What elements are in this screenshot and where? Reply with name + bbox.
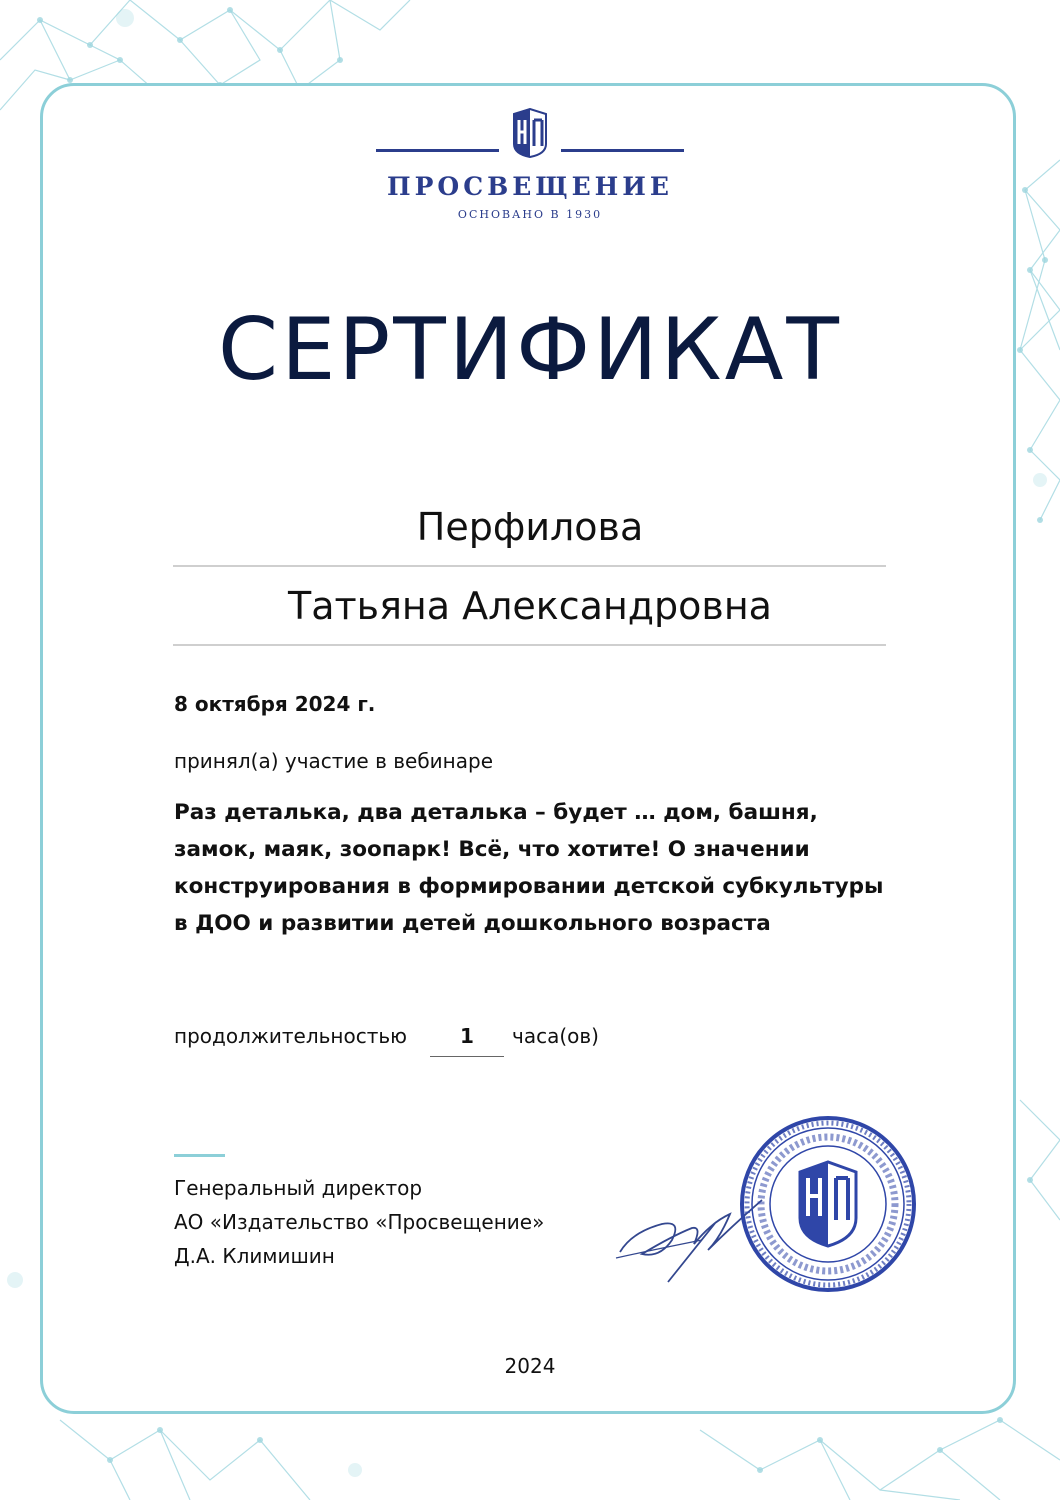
signatory-name: Д.А. Климишин — [174, 1244, 335, 1268]
official-stamp — [736, 1112, 920, 1296]
duration-value: 1 — [460, 1024, 474, 1048]
recipient-given-names: Татьяна Александровна — [288, 584, 772, 628]
signatory-organization: АО «Издательство «Просвещение» — [174, 1210, 545, 1234]
event-date: 8 октября 2024 г. — [174, 692, 376, 716]
participation-text: принял(а) участие в вебинаре — [174, 749, 493, 773]
duration-label: продолжительностью — [174, 1024, 407, 1048]
recipient-surname: Перфилова — [416, 505, 644, 549]
signatory-position: Генеральный директор — [174, 1176, 423, 1200]
publisher-name: ПРОСВЕЩЕНИЕ — [387, 172, 673, 201]
logo-left-rule — [376, 149, 499, 152]
duration-unit: часа(ов) — [512, 1024, 599, 1048]
certificate-year: 2024 — [504, 1354, 556, 1378]
ip-shield-icon — [512, 108, 548, 158]
founded-caption: ОСНОВАНО В 1930 — [457, 208, 603, 221]
signatory-accent-rule — [174, 1154, 225, 1157]
publisher-logo — [376, 108, 684, 228]
surname-underline — [173, 565, 886, 567]
certificate-title: СЕРТИФИКАТ — [218, 300, 842, 400]
duration-underline — [430, 1056, 504, 1057]
logo-right-rule — [561, 149, 684, 152]
webinar-title: Раз деталька, два деталька – будет … дом, башня, замок, маяк, зоопарк! Всё, что хотите! О значении конструирования в формировании детской субкультуры в ДОО и развитии детей дошкольного возраста — [174, 800, 884, 936]
given-names-underline — [173, 644, 886, 646]
